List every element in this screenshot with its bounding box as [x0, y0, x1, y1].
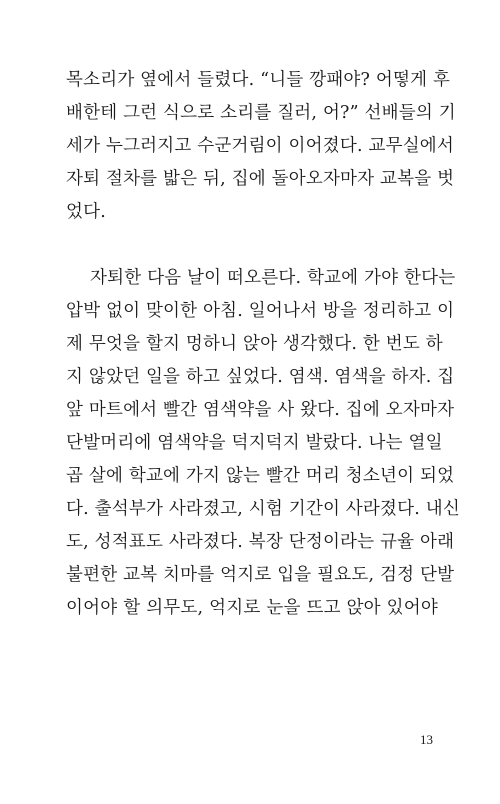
- page-number: 13: [420, 732, 433, 747]
- text-line: 제 무엇을 할지 멍하니 앉아 생각했다. 한 번도 하: [66, 334, 443, 354]
- text-line: 곱 살에 학교에 가지 않는 빨간 머리 청소년이 되었: [66, 466, 455, 486]
- text-line: 세가 누그러지고 수군거림이 이어졌다. 교무실에서: [66, 136, 455, 156]
- text-line: 단발머리에 염색약을 덕지덕지 발랐다. 나는 열일: [66, 433, 443, 453]
- paragraph-2: [66, 262, 460, 625]
- text-line: 었다.: [66, 202, 106, 222]
- text-line: 앞 마트에서 빨간 염색약을 사 왔다. 집에 오자마자: [66, 400, 455, 420]
- text-line: 자퇴한 다음 날이 떠오른다. 학교에 가야 한다는: [90, 268, 456, 288]
- text-line: 도, 성적표도 사라졌다. 복장 단정이라는 규율 아래: [66, 532, 455, 552]
- text-line: 목소리가 옆에서 들렸다. “니들 깡패야? 어떻게 후: [66, 70, 451, 90]
- text-line: 배한테 그런 식으로 소리를 질러, 어?” 선배들의 기: [66, 103, 456, 123]
- text-line: 자퇴 절차를 밟은 뒤, 집에 돌아오자마자 교복을 벗: [66, 169, 455, 189]
- text-line: 압박 없이 맞이한 아침. 일어나서 방을 정리하고 이: [66, 301, 455, 321]
- text-line: 이어야 할 의무도, 억지로 눈을 뜨고 앉아 있어야: [66, 598, 438, 618]
- text-line: 불편한 교복 치마를 억지로 입을 필요도, 검정 단발: [66, 565, 455, 585]
- text-line: 지 않았던 일을 하고 싶었다. 염색. 염색을 하자. 집: [66, 367, 455, 387]
- paragraph-1: [66, 64, 456, 229]
- text-line: 다. 출석부가 사라졌고, 시험 기간이 사라졌다. 내신: [66, 499, 460, 519]
